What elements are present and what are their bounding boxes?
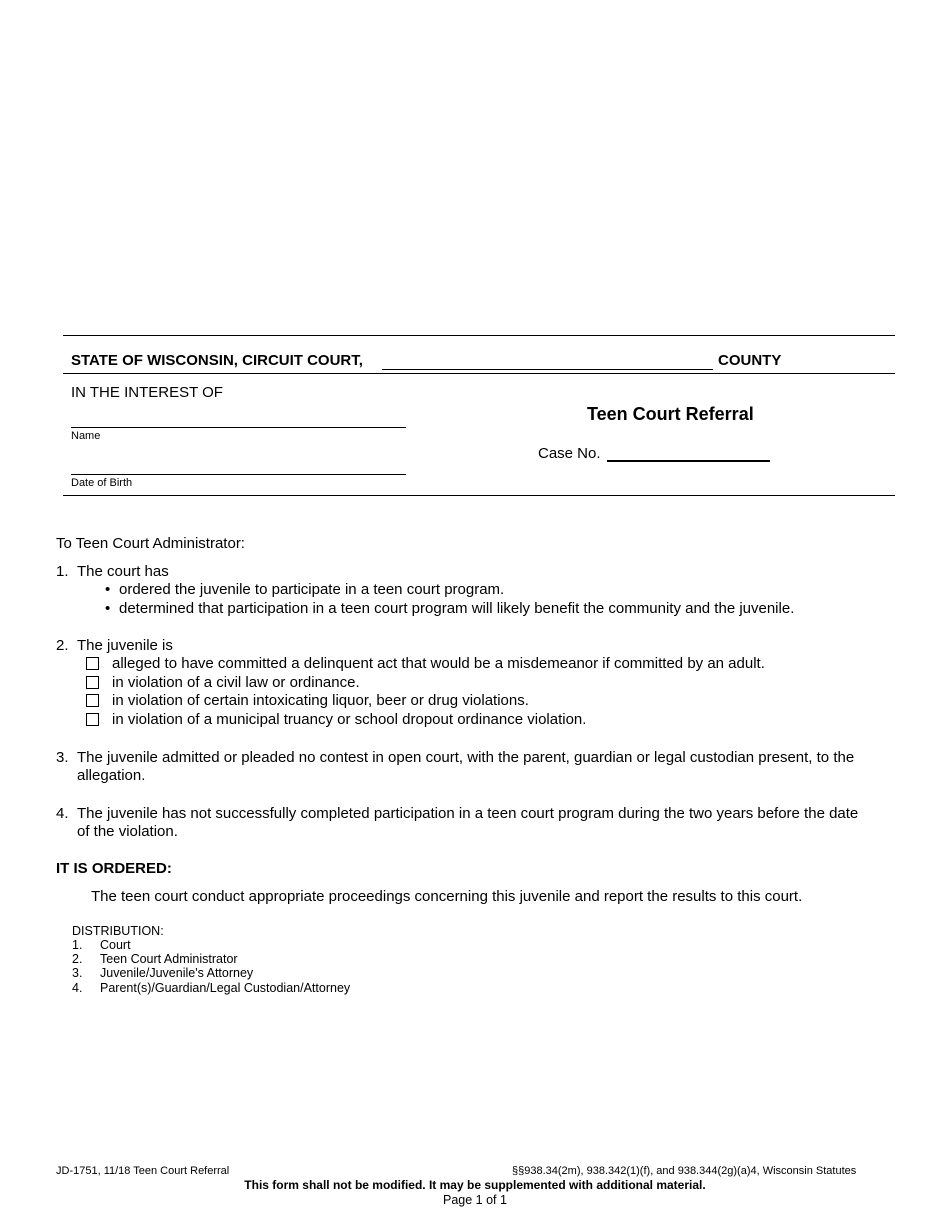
in-interest-of-label: IN THE INTEREST OF: [71, 384, 223, 401]
item3-line1: The juvenile admitted or pleaded no contest in open court, with the parent, guardian or legal custodian present, to the: [77, 749, 855, 766]
distribution-2-number: 2.: [72, 952, 83, 966]
caption-top-rule: [63, 335, 895, 336]
item2-text: The juvenile is: [77, 637, 173, 654]
footer-page-number: Page 1 of 1: [443, 1193, 507, 1207]
dob-input[interactable]: [71, 457, 406, 475]
option-liquor-drug-label: in violation of certain intoxicating liquor, beer or drug violations.: [112, 692, 529, 709]
option-truancy-label: in violation of a municipal truancy or school dropout ordinance violation.: [112, 711, 587, 728]
distribution-1-text: Court: [100, 938, 131, 952]
distribution-heading: DISTRIBUTION:: [72, 924, 164, 938]
case-no-label: Case No.: [538, 445, 601, 462]
option-liquor-drug-checkbox[interactable]: [86, 694, 99, 707]
item1-bullet-1: ordered the juvenile to participate in a teen court program.: [119, 581, 505, 598]
distribution-1-number: 1.: [72, 938, 83, 952]
item1-bullet-2: determined that participation in a teen court program will likely benefit the community and the juvenile.: [119, 600, 795, 617]
distribution-4-text: Parent(s)/Guardian/Legal Custodian/Attorney: [100, 981, 351, 995]
ordered-heading: IT IS ORDERED:: [56, 860, 172, 877]
item3-line2: allegation.: [77, 767, 146, 784]
item1-number: 1.: [56, 563, 69, 580]
footer-notice: This form shall not be modified. It may be supplemented with additional material.: [244, 1178, 706, 1192]
option-civil-law-label: in violation of a civil law or ordinance.: [112, 674, 360, 691]
item1-text: The court has: [77, 563, 169, 580]
distribution-3-number: 3.: [72, 966, 83, 980]
form-title: Teen Court Referral: [587, 404, 754, 424]
item4-line1: The juvenile has not successfully completed participation in a teen court program during the two years before the date: [77, 805, 859, 822]
option-truancy-checkbox[interactable]: [86, 713, 99, 726]
ordered-text: The teen court conduct appropriate proceedings concerning this juvenile and report the results to this court.: [91, 888, 803, 905]
item3-number: 3.: [56, 749, 69, 766]
item4-line2: of the violation.: [77, 823, 178, 840]
distribution-4-number: 4.: [72, 981, 83, 995]
name-input[interactable]: [71, 410, 406, 428]
county-label: COUNTY: [718, 352, 782, 369]
caption-divider-rule: [63, 373, 895, 374]
item4-number: 4.: [56, 805, 69, 822]
distribution-2-text: Teen Court Administrator: [100, 952, 238, 966]
footer-form-id: JD-1751, 11/18 Teen Court Referral: [56, 1165, 230, 1177]
county-input[interactable]: [382, 352, 713, 370]
footer-statutes: §§938.34(2m), 938.342(1)(f), and 938.344(2g)(a)4, Wisconsin Statutes: [512, 1165, 857, 1177]
option-misdemeanor-label: alleged to have committed a delinquent act that would be a misdemeanor if committed by an adult.: [112, 655, 765, 672]
option-misdemeanor-checkbox[interactable]: [86, 657, 99, 670]
state-court-label: STATE OF WISCONSIN, CIRCUIT COURT,: [71, 352, 363, 369]
dob-label: Date of Birth: [71, 477, 133, 489]
case-no-input[interactable]: [607, 443, 770, 462]
item2-number: 2.: [56, 637, 69, 654]
salutation: To Teen Court Administrator:: [56, 535, 245, 552]
item1-bullet-2-mark: •: [105, 600, 111, 617]
option-civil-law-checkbox[interactable]: [86, 676, 99, 689]
name-label: Name: [71, 430, 101, 442]
distribution-3-text: Juvenile/Juvenile's Attorney: [100, 966, 254, 980]
caption-bottom-rule: [63, 495, 895, 496]
item1-bullet-1-mark: •: [105, 581, 111, 598]
